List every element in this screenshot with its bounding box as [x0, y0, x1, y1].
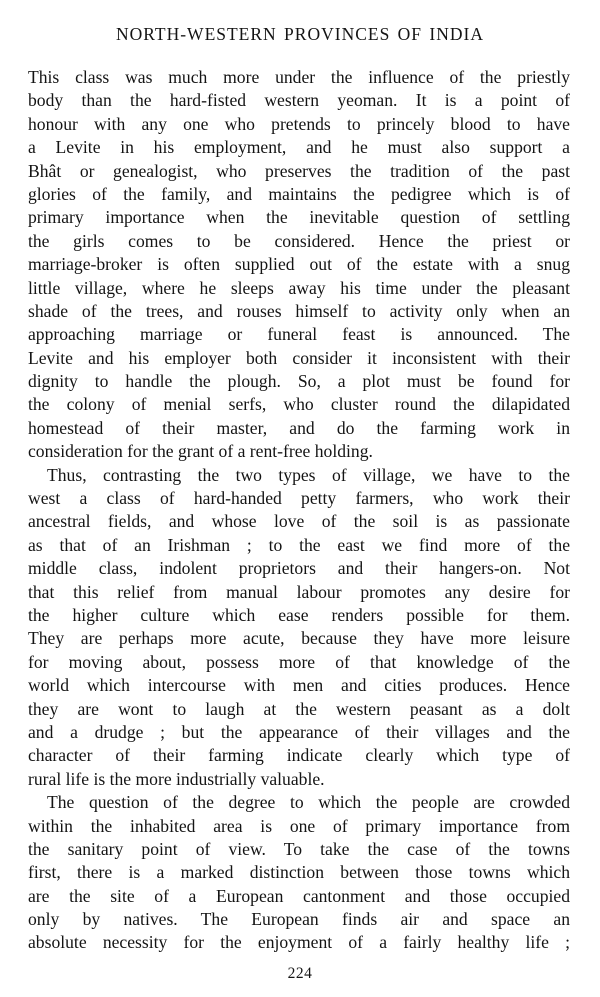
text-line: world which intercourse with men and cities produces. Hence [28, 675, 570, 696]
text-line: rural life is the more industrially valuable. [28, 768, 325, 789]
text-line: only by natives. The European finds air and space an [28, 909, 570, 930]
text-line: primary importance when the inevitable question of settling [28, 207, 570, 228]
text-line: the sanitary point of view. To take the case of the towns [28, 838, 570, 859]
text-line: as that of an Irishman ; to the east we find more of the [28, 534, 570, 555]
text-line: first, there is a marked distinction between those towns which [28, 862, 570, 883]
text-line: are the site of a European cantonment and those occupied [28, 885, 570, 906]
text-line: Levite and his employer both consider it inconsistent with their [28, 347, 570, 368]
paragraph-1 [28, 66, 570, 464]
text-line: the girls comes to be considered. Hence the priest or [28, 230, 570, 251]
text-line: body than the hard-fisted western yeoman. It is a point of [28, 90, 570, 111]
text-line: Bhât or genealogist, who preserves the tradition of the past [28, 160, 570, 181]
paragraph-3 [28, 791, 570, 955]
text-line: The question of the degree to which the people are crowded [47, 792, 570, 813]
text-line: ancestral fields, and whose love of the soil is as passionate [28, 511, 570, 532]
running-head: NORTH-WESTERN PROVINCES OF INDIA [116, 24, 484, 44]
text-line: They are perhaps more acute, because they have more leisure [28, 628, 570, 649]
text-line: for moving about, possess more of that knowledge of the [28, 651, 570, 672]
text-line: character of their farming indicate clearly which type of [28, 745, 570, 766]
text-line: This class was much more under the influence of the priestly [28, 67, 570, 87]
text-line: they are wont to laugh at the western peasant as a dolt [28, 698, 570, 719]
text-line: consideration for the grant of a rent-free holding. [28, 441, 373, 462]
text-line: marriage-broker is often supplied out of the estate with a snug [28, 254, 570, 275]
text-line: glories of the family, and maintains the pedigree which is of [28, 183, 570, 204]
text-line: absolute necessity for the enjoyment of a fairly healthy life ; [28, 932, 570, 953]
text-line: the higher culture which ease renders possible for them. [28, 604, 570, 625]
text-line: west a class of hard-handed petty farmers, who work their [28, 488, 570, 509]
text-line: dignity to handle the plough. So, a plot must be found for [28, 371, 570, 392]
text-line: a Levite in his employment, and he must also support a [28, 137, 570, 158]
text-line: within the inhabited area is one of primary importance from [28, 815, 570, 836]
page-number: 224 [287, 965, 313, 982]
body-text [28, 66, 570, 955]
text-line: approaching marriage or funeral feast is announced. The [28, 324, 570, 345]
text-line: little village, where he sleeps away his time under the pleasant [28, 277, 570, 298]
text-line: and a drudge ; but the appearance of their villages and the [28, 721, 570, 742]
paragraph-2 [28, 464, 570, 791]
text-line: shade of the trees, and rouses himself to activity only when an [28, 300, 570, 321]
text-line: Thus, contrasting the two types of village, we have to the [47, 464, 570, 485]
text-line: the colony of menial serfs, who cluster round the dilapidated [28, 394, 570, 415]
text-line: middle class, indolent proprietors and their hangers-on. Not [28, 558, 570, 579]
text-line: homestead of their master, and do the farming work in [28, 417, 570, 438]
text-line: honour with any one who pretends to princely blood to have [28, 113, 570, 134]
text-line: that this relief from manual labour promotes any desire for [28, 581, 570, 602]
